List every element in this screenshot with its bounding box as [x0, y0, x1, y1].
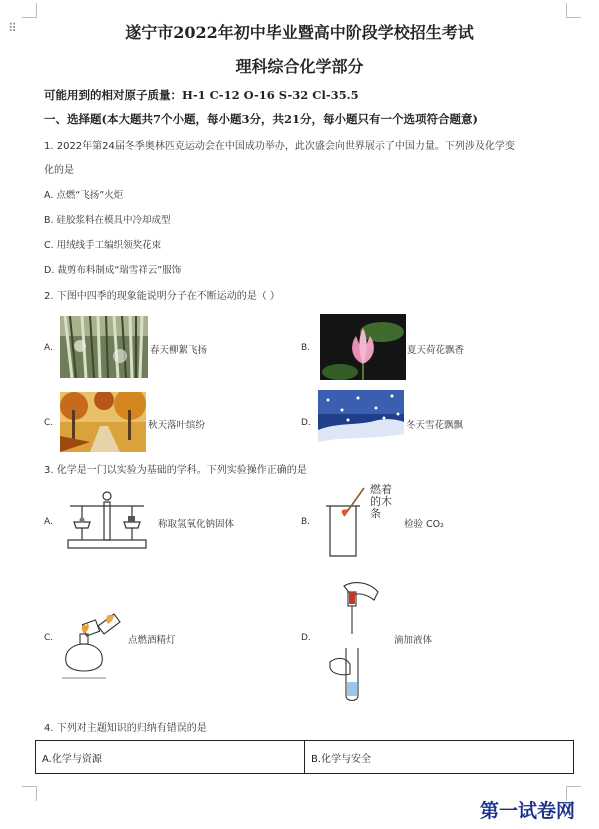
question-2-caption-a: 春天柳絮飞扬	[150, 345, 208, 356]
section-heading: 一、选择题(本大题共7个小题，每小题3分，共21分，每小题只有一个选项符合题意)	[44, 112, 478, 126]
question-2-caption-c: 秋天落叶缤纷	[148, 420, 206, 431]
question-3-caption-a: 称取氢氧化钠固体	[158, 519, 235, 530]
question-2-letter-c: C.	[44, 418, 54, 428]
question-4-table	[35, 740, 574, 774]
table-header-cell: B.化学与安全	[304, 741, 573, 773]
balance-scale-illustration	[62, 488, 152, 552]
question-2-letter-b: B.	[301, 343, 311, 353]
question-3-stem: 3. 化学是一门以实验为基础的学科。下列实验操作正确的是	[44, 465, 307, 476]
alcohol-lamp-illustration	[58, 604, 126, 686]
question-4-stem: 4. 下列对主题知识的归纳有错误的是	[44, 723, 207, 734]
question-2-letter-d: D.	[301, 418, 311, 428]
exam-title: 遂宁市2022年初中毕业暨高中阶段学校招生考试	[125, 23, 474, 42]
question-3-letter-a: A.	[44, 517, 53, 527]
page-corner-mark	[22, 3, 37, 18]
question-3-letter-b: B.	[301, 517, 311, 527]
willow-catkins-image	[60, 316, 148, 378]
page-corner-mark	[22, 786, 37, 801]
question-1-stem-cont: 化的是	[44, 165, 74, 176]
question-1-option-c: C. 用绒线手工编织领奖花束	[44, 240, 162, 251]
question-2-letter-a: A.	[44, 343, 53, 353]
burning-splint-label: 燃着 的木 条	[370, 483, 392, 520]
dropper-illustration	[322, 578, 382, 704]
atomic-masses: 可能用到的相对原子质量：H-1 C-12 O-16 S-32 Cl-35.5	[44, 88, 359, 102]
drag-handle-icon[interactable]: ⠿	[8, 21, 18, 35]
question-1-option-b: B. 硅胶浆料在模具中冷却成型	[44, 215, 171, 226]
question-1-stem: 1. 2022年第24届冬季奥林匹克运动会在中国成功举办，此次盛会向世界展示了中国力量。下列涉及化学变	[44, 141, 515, 152]
question-2-stem: 2. 下图中四季的现象能说明分子在不断运动的是（ ）	[44, 291, 280, 302]
watermark-logo: 第一试卷网	[480, 800, 576, 822]
table-header-cell: A.化学与资源	[42, 753, 102, 765]
question-3-letter-d: D.	[301, 633, 311, 643]
question-2-caption-b: 夏天荷花飘香	[407, 345, 465, 356]
exam-subtitle: 理科综合化学部分	[235, 57, 364, 76]
question-3-caption-c: 点燃酒精灯	[128, 635, 176, 646]
question-1-option-d: D. 裁剪布料制成“瑞雪祥云”服饰	[44, 265, 182, 276]
question-1-option-a: A. 点燃“飞扬”火炬	[44, 190, 124, 201]
question-3-caption-b: 检验 CO₂	[404, 519, 444, 530]
question-3-letter-c: C.	[44, 633, 54, 643]
lotus-flower-image	[320, 314, 406, 380]
winter-snow-image	[318, 390, 404, 454]
question-3-caption-d: 滴加液体	[394, 635, 433, 646]
page-corner-mark	[566, 3, 581, 18]
gas-bottle-illustration	[322, 486, 366, 560]
question-2-caption-d: 冬天雪花飘飘	[406, 420, 464, 431]
autumn-leaves-image	[60, 392, 146, 452]
